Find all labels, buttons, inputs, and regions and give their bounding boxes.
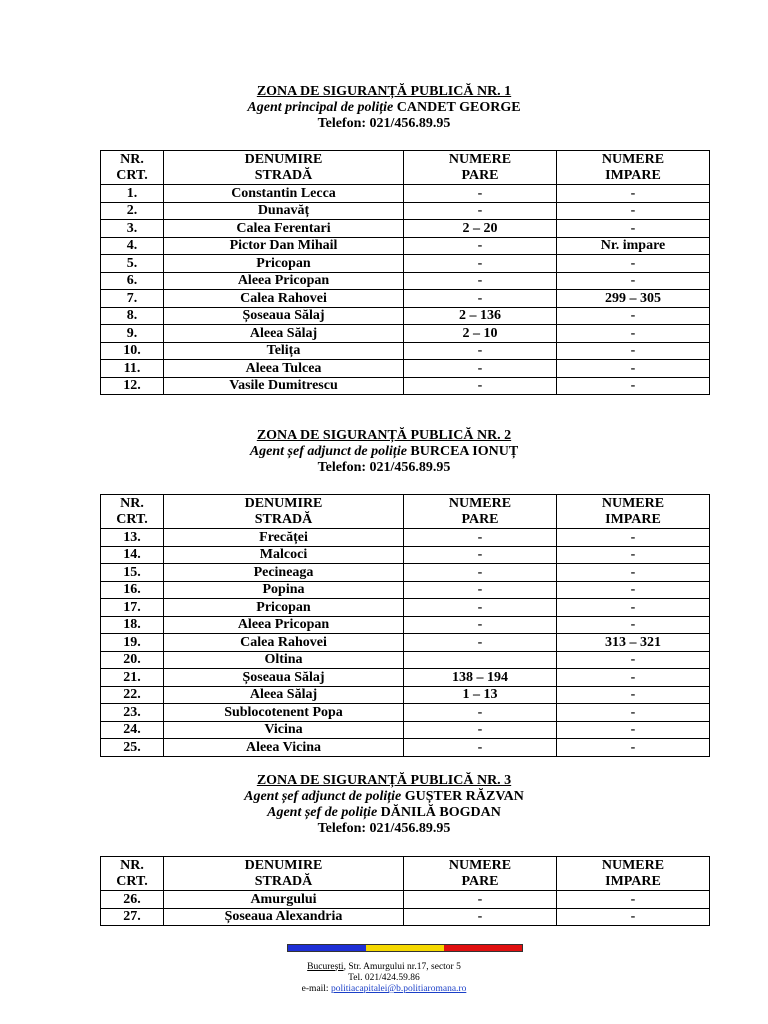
zone-phone: Telefon: 021/456.89.95: [317, 460, 451, 475]
cell-col-nr: 25.: [101, 739, 164, 757]
table-row: [101, 908, 710, 926]
table-row: [101, 599, 710, 617]
table-row: [101, 272, 710, 290]
cell-col-nr: 22.: [101, 686, 164, 704]
cell-col-odd: -: [557, 891, 710, 909]
cell-col-even: 138 – 194: [404, 669, 557, 687]
cell-col-even: -: [404, 290, 557, 308]
cell-col-street: Vasile Dumitrescu: [164, 377, 404, 395]
zone-2-table: [100, 494, 710, 757]
cell-col-nr: 26.: [101, 891, 164, 909]
cell-col-nr: 16.: [101, 581, 164, 599]
cell-col-street: Popina: [164, 581, 404, 599]
table-row: [101, 669, 710, 687]
cell-col-odd: -: [557, 272, 710, 290]
column-header-col-odd: NUMERE IMPARE: [557, 495, 710, 529]
table-row: [101, 891, 710, 909]
cell-col-even: -: [404, 272, 557, 290]
table-row: [101, 290, 710, 308]
cell-col-odd: 299 – 305: [557, 290, 710, 308]
footer-email: e-mail: politiacapitalei@b.politiaromana.ro: [301, 984, 467, 994]
cell-col-even: -: [404, 704, 557, 722]
cell-col-odd: -: [557, 220, 710, 238]
footer-address: București, Str. Amurgului nr.17, sector 5: [307, 962, 461, 972]
zone-title: ZONA DE SIGURANȚĂ PUBLICĂ NR. 3: [256, 773, 512, 788]
zone-agent: Agent șef de poliție DĂNILĂ BOGDAN: [267, 805, 501, 820]
cell-col-street: Șoseaua Sălaj: [164, 307, 404, 325]
cell-col-street: Aleea Sălaj: [164, 325, 404, 343]
table-row: [101, 220, 710, 238]
table-header-row: [101, 495, 710, 529]
cell-col-street: Calea Rahovei: [164, 634, 404, 652]
cell-col-nr: 12.: [101, 377, 164, 395]
cell-col-street: Aleea Sălaj: [164, 686, 404, 704]
cell-col-nr: 8.: [101, 307, 164, 325]
cell-col-street: Malcoci: [164, 546, 404, 564]
zone-2-header: [0, 428, 768, 476]
column-header-col-even: NUMERE PARE: [404, 857, 557, 891]
cell-col-nr: 7.: [101, 290, 164, 308]
cell-col-even: -: [404, 908, 557, 926]
cell-col-odd: -: [557, 651, 710, 669]
zone-agent: Agent șef adjunct de poliție BURCEA IONUȚ: [249, 444, 519, 459]
cell-col-even: [404, 651, 557, 669]
cell-col-odd: 313 – 321: [557, 634, 710, 652]
table-row: [101, 255, 710, 273]
cell-col-odd: -: [557, 307, 710, 325]
flag-red: [444, 945, 522, 951]
cell-col-street: Pricopan: [164, 255, 404, 273]
cell-col-even: -: [404, 634, 557, 652]
table-row: [101, 546, 710, 564]
column-header-col-nr: NR. CRT.: [101, 495, 164, 529]
cell-col-odd: -: [557, 599, 710, 617]
column-header-col-odd: NUMERE IMPARE: [557, 857, 710, 891]
cell-col-even: 1 – 13: [404, 686, 557, 704]
zone-3-header: [0, 773, 768, 837]
cell-col-street: Pictor Dan Mihail: [164, 237, 404, 255]
cell-col-street: Dunavăț: [164, 202, 404, 220]
cell-col-even: 2 – 136: [404, 307, 557, 325]
table-row: [101, 739, 710, 757]
cell-col-street: Telița: [164, 342, 404, 360]
column-header-col-nr: NR. CRT.: [101, 151, 164, 185]
column-header-col-even: NUMERE PARE: [404, 151, 557, 185]
table-row: [101, 307, 710, 325]
cell-col-street: Aleea Vicina: [164, 739, 404, 757]
cell-col-street: Aleea Pricopan: [164, 272, 404, 290]
cell-col-street: Aleea Tulcea: [164, 360, 404, 378]
cell-col-street: Calea Ferentari: [164, 220, 404, 238]
cell-col-nr: 14.: [101, 546, 164, 564]
cell-col-even: -: [404, 599, 557, 617]
cell-col-nr: 11.: [101, 360, 164, 378]
cell-col-nr: 9.: [101, 325, 164, 343]
cell-col-odd: -: [557, 669, 710, 687]
table-row: [101, 185, 710, 203]
flag-stripe: [287, 944, 523, 952]
cell-col-nr: 24.: [101, 721, 164, 739]
zone-1-table: [100, 150, 710, 395]
cell-col-odd: -: [557, 564, 710, 582]
table-row: [101, 581, 710, 599]
cell-col-even: -: [404, 546, 557, 564]
table-row: [101, 237, 710, 255]
cell-col-street: Șoseaua Sălaj: [164, 669, 404, 687]
table-row: [101, 721, 710, 739]
cell-col-even: -: [404, 202, 557, 220]
table-row: [101, 634, 710, 652]
cell-col-odd: -: [557, 529, 710, 547]
cell-col-nr: 2.: [101, 202, 164, 220]
cell-col-even: -: [404, 616, 557, 634]
cell-col-street: Frecăței: [164, 529, 404, 547]
cell-col-even: -: [404, 342, 557, 360]
cell-col-nr: 6.: [101, 272, 164, 290]
column-header-col-odd: NUMERE IMPARE: [557, 151, 710, 185]
cell-col-odd: -: [557, 686, 710, 704]
cell-col-nr: 17.: [101, 599, 164, 617]
zone-phone: Telefon: 021/456.89.95: [317, 821, 451, 836]
cell-col-even: -: [404, 255, 557, 273]
zone-phone: Telefon: 021/456.89.95: [317, 116, 451, 131]
cell-col-street: Sublocotenent Popa: [164, 704, 404, 722]
cell-col-nr: 20.: [101, 651, 164, 669]
cell-col-odd: Nr. impare: [557, 237, 710, 255]
zone-3-table: [100, 856, 710, 926]
cell-col-odd: -: [557, 342, 710, 360]
table-row: [101, 202, 710, 220]
cell-col-nr: 19.: [101, 634, 164, 652]
cell-col-nr: 23.: [101, 704, 164, 722]
cell-col-street: Pecineaga: [164, 564, 404, 582]
cell-col-even: -: [404, 721, 557, 739]
table-row: [101, 377, 710, 395]
column-header-col-street: DENUMIRE STRADĂ: [164, 857, 404, 891]
cell-col-odd: -: [557, 377, 710, 395]
cell-col-odd: -: [557, 360, 710, 378]
flag-blue: [288, 945, 366, 951]
zone-agent: Agent șef adjunct de poliție GUȘTER RĂZVAN: [244, 789, 524, 804]
cell-col-street: Pricopan: [164, 599, 404, 617]
cell-col-nr: 15.: [101, 564, 164, 582]
cell-col-street: Vicina: [164, 721, 404, 739]
cell-col-street: Constantin Lecca: [164, 185, 404, 203]
cell-col-even: -: [404, 739, 557, 757]
column-header-col-even: NUMERE PARE: [404, 495, 557, 529]
zone-agent: Agent principal de poliție CANDET GEORGE: [247, 100, 521, 115]
zone-title: ZONA DE SIGURANȚĂ PUBLICĂ NR. 1: [256, 84, 512, 99]
table-row: [101, 651, 710, 669]
cell-col-nr: 18.: [101, 616, 164, 634]
cell-col-odd: -: [557, 546, 710, 564]
cell-col-nr: 1.: [101, 185, 164, 203]
cell-col-street: Șoseaua Alexandria: [164, 908, 404, 926]
cell-col-odd: -: [557, 581, 710, 599]
zone-1-header: [0, 84, 768, 132]
cell-col-even: -: [404, 377, 557, 395]
column-header-col-street: DENUMIRE STRADĂ: [164, 495, 404, 529]
cell-col-nr: 5.: [101, 255, 164, 273]
cell-col-even: -: [404, 237, 557, 255]
cell-col-nr: 3.: [101, 220, 164, 238]
cell-col-even: -: [404, 360, 557, 378]
cell-col-nr: 4.: [101, 237, 164, 255]
table-row: [101, 564, 710, 582]
table-row: [101, 686, 710, 704]
cell-col-even: 2 – 20: [404, 220, 557, 238]
cell-col-odd: -: [557, 325, 710, 343]
cell-col-odd: -: [557, 616, 710, 634]
table-header-row: [101, 857, 710, 891]
cell-col-even: -: [404, 185, 557, 203]
cell-col-even: -: [404, 529, 557, 547]
cell-col-nr: 10.: [101, 342, 164, 360]
cell-col-odd: -: [557, 739, 710, 757]
cell-col-even: -: [404, 581, 557, 599]
footer: [0, 962, 768, 995]
column-header-col-nr: NR. CRT.: [101, 857, 164, 891]
table-row: [101, 704, 710, 722]
cell-col-nr: 13.: [101, 529, 164, 547]
cell-col-even: 2 – 10: [404, 325, 557, 343]
column-header-col-street: DENUMIRE STRADĂ: [164, 151, 404, 185]
cell-col-nr: 27.: [101, 908, 164, 926]
cell-col-even: -: [404, 891, 557, 909]
cell-col-street: Aleea Pricopan: [164, 616, 404, 634]
cell-col-odd: -: [557, 908, 710, 926]
cell-col-nr: 21.: [101, 669, 164, 687]
footer-tel: Tel. 021/424.59.86: [348, 973, 420, 983]
table-row: [101, 342, 710, 360]
cell-col-odd: -: [557, 721, 710, 739]
cell-col-odd: -: [557, 202, 710, 220]
table-row: [101, 360, 710, 378]
email-link[interactable]: politiacapitalei@b.politiaromana.ro: [330, 984, 467, 994]
cell-col-even: -: [404, 564, 557, 582]
table-row: [101, 616, 710, 634]
cell-col-odd: -: [557, 255, 710, 273]
cell-col-street: Oltina: [164, 651, 404, 669]
cell-col-street: Amurgului: [164, 891, 404, 909]
table-row: [101, 529, 710, 547]
zone-title: ZONA DE SIGURANȚĂ PUBLICĂ NR. 2: [256, 428, 512, 443]
cell-col-street: Calea Rahovei: [164, 290, 404, 308]
flag-yellow: [366, 945, 444, 951]
cell-col-odd: -: [557, 704, 710, 722]
cell-col-odd: -: [557, 185, 710, 203]
table-row: [101, 325, 710, 343]
table-header-row: [101, 151, 710, 185]
